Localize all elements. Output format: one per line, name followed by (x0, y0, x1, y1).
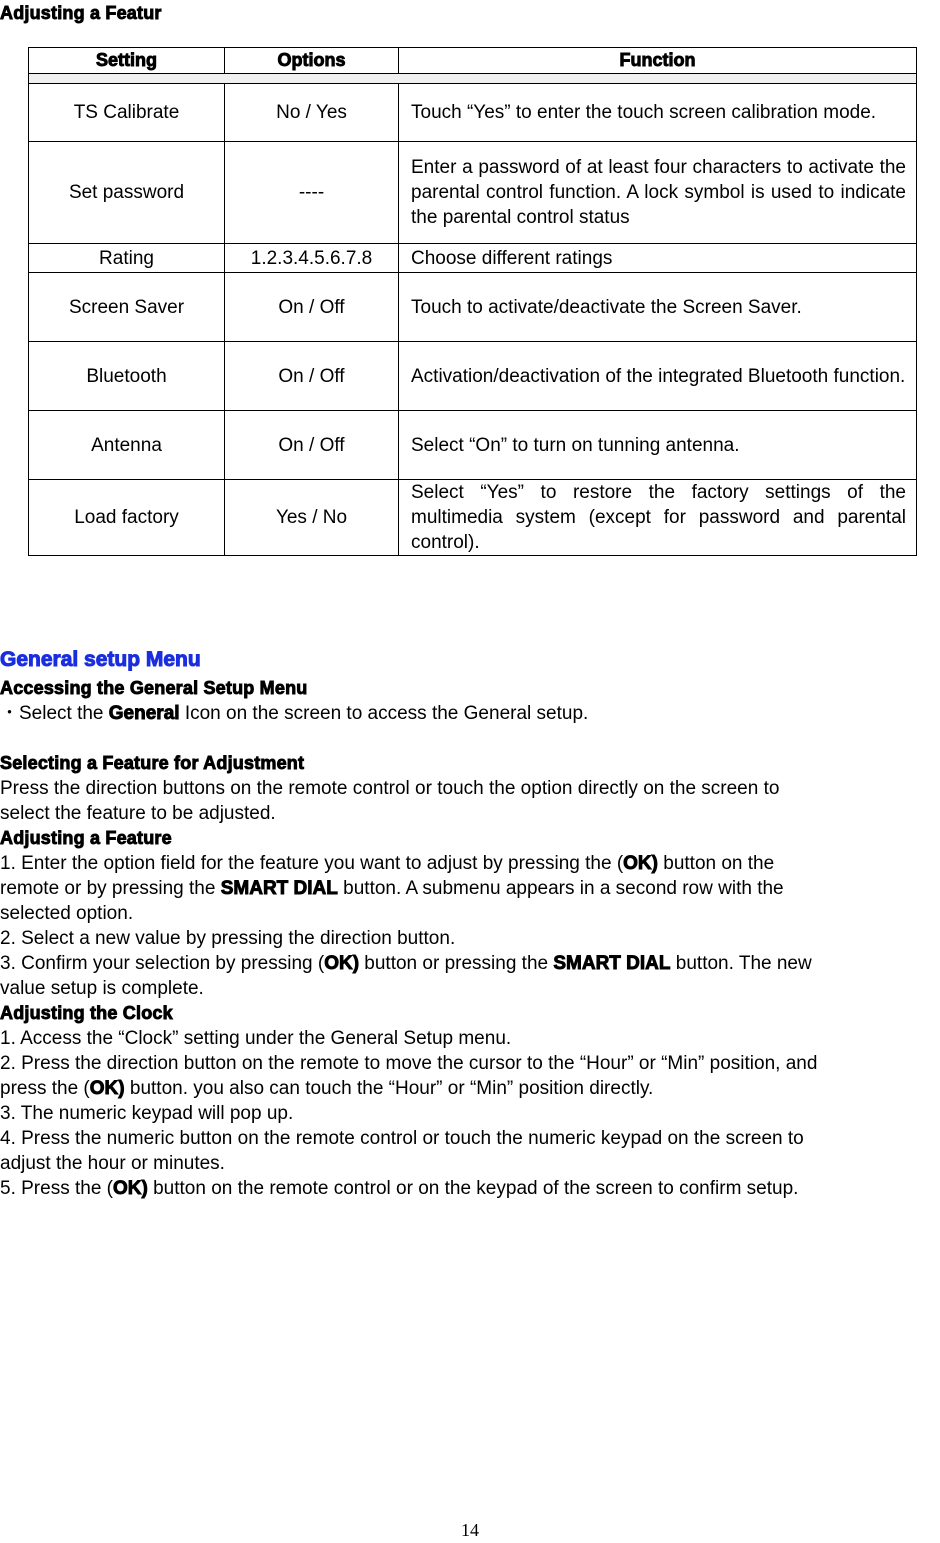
accessing-heading: Accessing the General Setup Menu (0, 678, 308, 698)
function-cell: Enter a password of at least four characters to activate the parental control function. A lock symbol is used to indicate the parental control status (399, 142, 917, 244)
table-row (29, 342, 917, 411)
table-row (29, 480, 917, 556)
options-cell: On / Off (225, 411, 399, 480)
general-setup-section (0, 676, 940, 1201)
table-row (29, 244, 917, 273)
adjusting-heading: Adjusting a Feature (0, 828, 172, 848)
ok-keyword: OK) (89, 1078, 125, 1099)
function-cell: Touch “Yes” to enter the touch screen calibration mode. (399, 84, 917, 142)
options-cell: Yes / No (225, 480, 399, 556)
setting-cell: Load factory (29, 480, 225, 556)
options-cell: On / Off (225, 273, 399, 342)
adjusting-step: value setup is complete. (0, 978, 204, 999)
ok-keyword: OK) (324, 953, 360, 974)
setting-cell: Set password (29, 142, 225, 244)
smart-dial-keyword: SMART DIAL (553, 953, 671, 974)
setting-cell: Antenna (29, 411, 225, 480)
header-separator-row (29, 74, 917, 84)
selecting-text: Press the direction buttons on the remote control or touch the option directly on the screen to (0, 778, 780, 799)
column-header-function: Function (399, 48, 917, 74)
table-header-row (29, 48, 917, 74)
options-cell: No / Yes (225, 84, 399, 142)
adjusting-step: selected option. (0, 903, 134, 924)
table-row (29, 84, 917, 142)
clock-step: 1. Access the “Clock” setting under the General Setup menu. (0, 1028, 512, 1049)
clock-step: press the (OK) button. you also can touch the “Hour” or “Min” position directly. (0, 1078, 654, 1099)
table-row (29, 411, 917, 480)
setting-cell: Bluetooth (29, 342, 225, 411)
options-cell: ---- (225, 142, 399, 244)
clock-step: adjust the hour or minutes. (0, 1153, 225, 1174)
settings-table (28, 47, 917, 556)
ok-keyword: OK) (113, 1178, 148, 1199)
table-row (29, 142, 917, 244)
adjusting-step: 1. Enter the option field for the feature you want to adjust by pressing the (OK) button on the (0, 853, 775, 874)
clock-step: 2. Press the direction button on the remote to move the cursor to the “Hour” or “Min” position, and (0, 1053, 818, 1074)
clock-step: 4. Press the numeric button on the remote control or touch the numeric keypad on the screen to (0, 1128, 804, 1149)
column-header-setting: Setting (29, 48, 225, 74)
adjusting-step: 3. Confirm your selection by pressing (OK) button or pressing the SMART DIAL button. The new (0, 953, 812, 974)
general-keyword: General (108, 703, 180, 724)
selecting-text: select the feature to be adjusted. (0, 803, 276, 824)
clock-step: 3. The numeric keypad will pop up. (0, 1103, 294, 1124)
page-number: 14 (461, 1520, 479, 1540)
ok-keyword: OK) (623, 853, 658, 874)
function-cell: Select “Yes” to restore the factory settings of the multimedia system (except for password and parental control). (399, 480, 917, 556)
smart-dial-keyword: SMART DIAL (220, 878, 338, 899)
adjusting-step: remote or by pressing the SMART DIAL button. A submenu appears in a second row with the (0, 878, 784, 899)
clock-step: 5. Press the (OK) button on the remote control or on the keypad of the screen to confirm setup. (0, 1178, 799, 1199)
setting-cell: TS Calibrate (29, 84, 225, 142)
adjusting-step: 2. Select a new value by pressing the direction button. (0, 928, 456, 949)
setting-cell: Rating (29, 244, 225, 273)
page-title: Adjusting a Featur (0, 3, 162, 23)
setting-cell: Screen Saver (29, 273, 225, 342)
function-cell: Touch to activate/deactivate the Screen Saver. (399, 273, 917, 342)
access-instruction: ・Select the General Icon on the screen to access the General setup. (0, 703, 589, 724)
blank-line (0, 726, 940, 751)
function-cell: Activation/deactivation of the integrated Bluetooth function. (399, 342, 917, 411)
function-cell: Select “On” to turn on tunning antenna. (399, 411, 917, 480)
section-heading-general-setup: General setup Menu (0, 648, 201, 671)
options-cell: On / Off (225, 342, 399, 411)
clock-heading: Adjusting the Clock (0, 1003, 173, 1023)
table-row (29, 273, 917, 342)
function-cell: Choose different ratings (399, 244, 917, 273)
selecting-heading: Selecting a Feature for Adjustment (0, 753, 305, 773)
column-header-options: Options (225, 48, 399, 74)
options-cell: 1.2.3.4.5.6.7.8 (225, 244, 399, 273)
